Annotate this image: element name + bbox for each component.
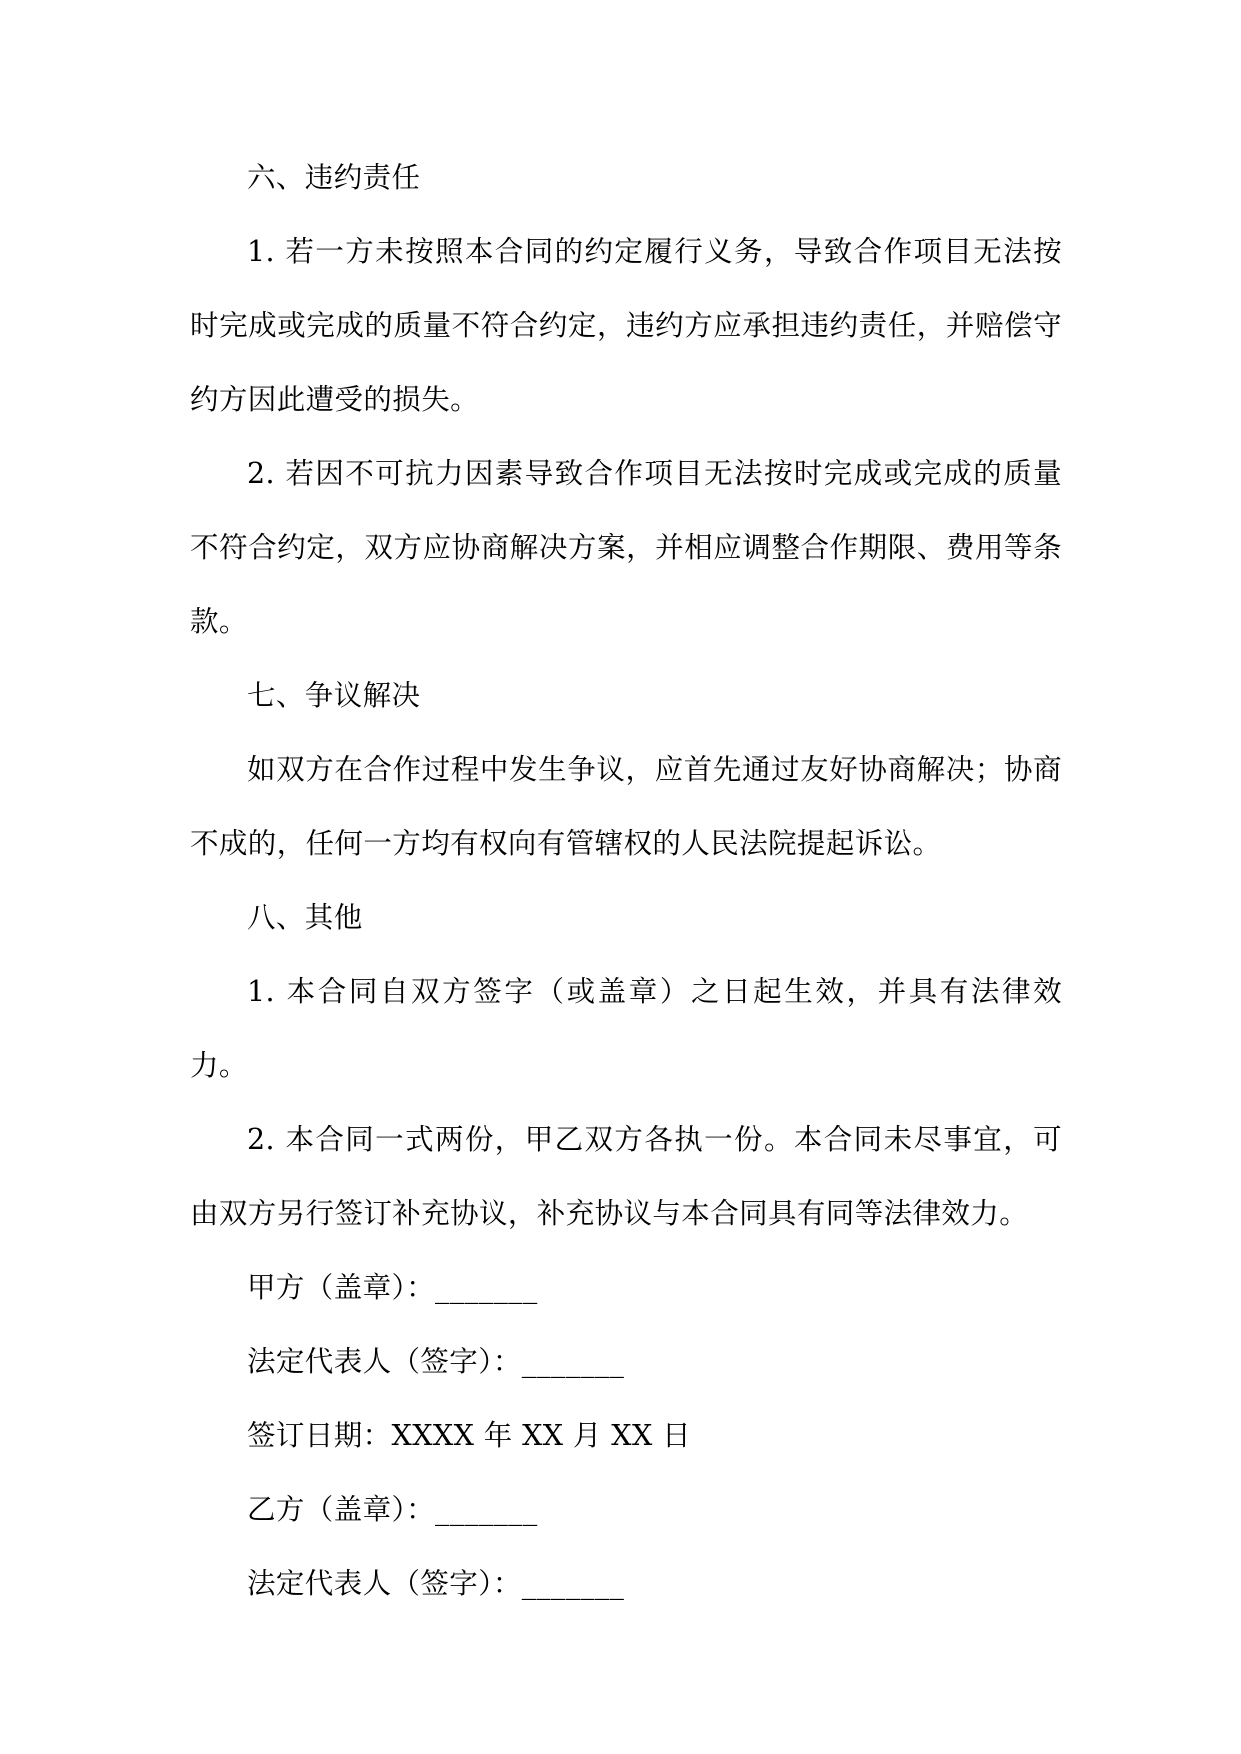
- sign-date-line: 签订日期：XXXX 年 XX 月 XX 日: [247, 1419, 692, 1452]
- breach-clause-1: 1. 若一方未按照本合同的约定履行义务，导致合作项目无法按时完成或完成的质量不符合约定，违约方应承担违约责任，并赔偿守约方因此遭受的损失。: [190, 235, 1062, 416]
- dispute-clause: 如双方在合作过程中发生争议，应首先通过友好协商解决；协商不成的，任何一方均有权向有管辖权的人民法院提起诉讼。: [190, 753, 1062, 860]
- party-b-representative-line: 法定代表人（签字）：_______: [247, 1567, 625, 1600]
- breach-clause-2: 2. 若因不可抗力因素导致合作项目无法按时完成或完成的质量不符合约定，双方应协商解决方案，并相应调整合作期限、费用等条款。: [190, 457, 1062, 638]
- other-clause-1: 1. 本合同自双方签字（或盖章）之日起生效，并具有法律效力。: [190, 975, 1062, 1082]
- section-heading-breach: 六、违约责任: [247, 161, 421, 194]
- section-heading-other: 八、其他: [247, 901, 363, 934]
- other-clause-2: 2. 本合同一式两份，甲乙双方各执一份。本合同未尽事宜，可由双方另行签订补充协议，补充协议与本合同具有同等法律效力。: [190, 1123, 1062, 1230]
- party-b-seal-line: 乙方（盖章）：_______: [247, 1493, 538, 1526]
- party-a-seal-line: 甲方（盖章）：_______: [247, 1271, 538, 1304]
- section-heading-dispute: 七、争议解决: [247, 679, 421, 712]
- party-a-representative-line: 法定代表人（签字）：_______: [247, 1345, 625, 1378]
- document-body: [190, 141, 1062, 1621]
